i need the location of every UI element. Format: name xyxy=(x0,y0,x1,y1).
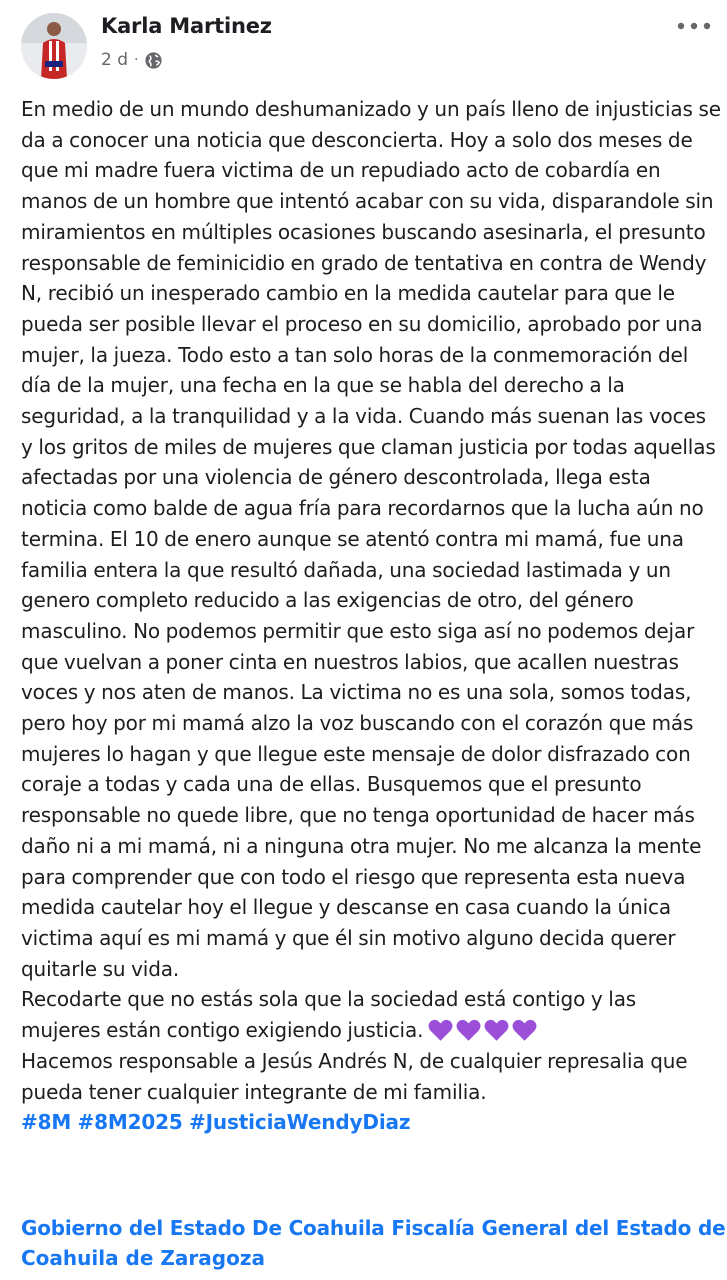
post-header xyxy=(0,0,727,90)
post-timestamp[interactable]: 2 d xyxy=(101,50,129,70)
meta-separator: · xyxy=(134,52,139,68)
post-meta xyxy=(101,50,163,70)
purple-heart-icon xyxy=(455,1017,482,1042)
purple-heart-icon xyxy=(427,1017,454,1042)
mentions-text-line2[interactable]: Coahuila de Zaragoza xyxy=(21,1246,265,1270)
author-avatar[interactable] xyxy=(21,13,87,79)
post-paragraph-support xyxy=(21,984,721,1045)
post-text xyxy=(21,94,721,1138)
hashtags-line xyxy=(21,1107,721,1138)
purple-heart-icon xyxy=(483,1017,510,1042)
author-name[interactable]: Karla Martinez xyxy=(101,14,272,38)
mentions-text-line1[interactable]: Gobierno del Estado De Coahuila Fiscalía General del Estado de xyxy=(21,1216,726,1240)
hashtag-8m2025[interactable]: #8M2025 xyxy=(77,1110,183,1135)
avatar-photo xyxy=(21,13,87,79)
support-text: Recodarte que no estás sola que la sociedad está contigo y las mujeres están contigo exigiendo justicia. xyxy=(21,987,637,1043)
hashtag-8m[interactable]: #8M xyxy=(21,1110,72,1135)
hashtag-justicia-wendy-diaz[interactable]: #JusticiaWendyDiaz xyxy=(189,1110,411,1135)
mention-tags[interactable] xyxy=(21,1213,727,1243)
purple-heart-icon xyxy=(511,1017,538,1042)
post-paragraph-main: En medio de un mundo deshumanizado y un país lleno de injusticias se da a conocer una noticia que desconcierta. Hoy a solo dos meses de que mi madre fuera victima de un repudiado acto de cobardía en manos de un hombre que intentó acabar con su vida, disparandole sin miramientos en múltiples ocasiones buscando asesinarla, el presunto responsable de feminicidio en grado de tentativa en contra de Wendy N, recibió un inesperado cambio en la medida cautelar para que le pueda ser posible llevar el proceso en su domicilio, aprobado por una mujer, la jueza. Todo esto a tan solo horas de la conmemoración del día de la mujer, una fecha en la que se habla del derecho a la seguridad, a la tranquilidad y a la vida. Cuando más suenan las voces y los gritos de miles de mujeres que claman justicia por todas aquellas afectadas por una violencia de género descontrolada, llega esta noticia como balde de agua fría para recordarnos que la lucha aún no termina. El 10 de enero aunque se atentó contra mi mamá, fue una familia entera la que resultó dañada, una sociedad lastimada y un genero completo reducido a las exigencias de otro, del género masculino. No podemos permitir que esto siga así no podemos dejar que vuelvan a poner cinta en nuestros labios, que acallen nuestras voces y nos aten de manos. La victima no es una sola, somos todas, pero hoy por mi mamá alzo la voz buscando con el corazón que más mujeres lo hagan y que llegue este mensaje de dolor disfrazado con coraje a todas y cada una de ellas. Busquemos que el presunto responsable no quede libre, que no tenga oportunidad de hacer más daño ni a mi mamá, ni a ninguna otra mujer. No me alcanza la mente para comprender que con todo el riesgo que representa esta nueva medida cautelar hoy el llegue y descanse en casa cuando la única victima aquí es mi mamá y que él sin motivo alguno decida querer quitarle su vida. xyxy=(21,97,721,981)
purple-hearts-emoji xyxy=(427,1018,539,1042)
mention-tags-continued[interactable] xyxy=(21,1243,265,1273)
post-paragraph-responsibility: Hacemos responsable a Jesús Andrés N, de cualquier represalia que pueda tener cualquier integrante de mi familia. xyxy=(21,1048,688,1104)
globe-icon[interactable] xyxy=(144,51,163,70)
more-options-icon[interactable] xyxy=(674,12,714,40)
